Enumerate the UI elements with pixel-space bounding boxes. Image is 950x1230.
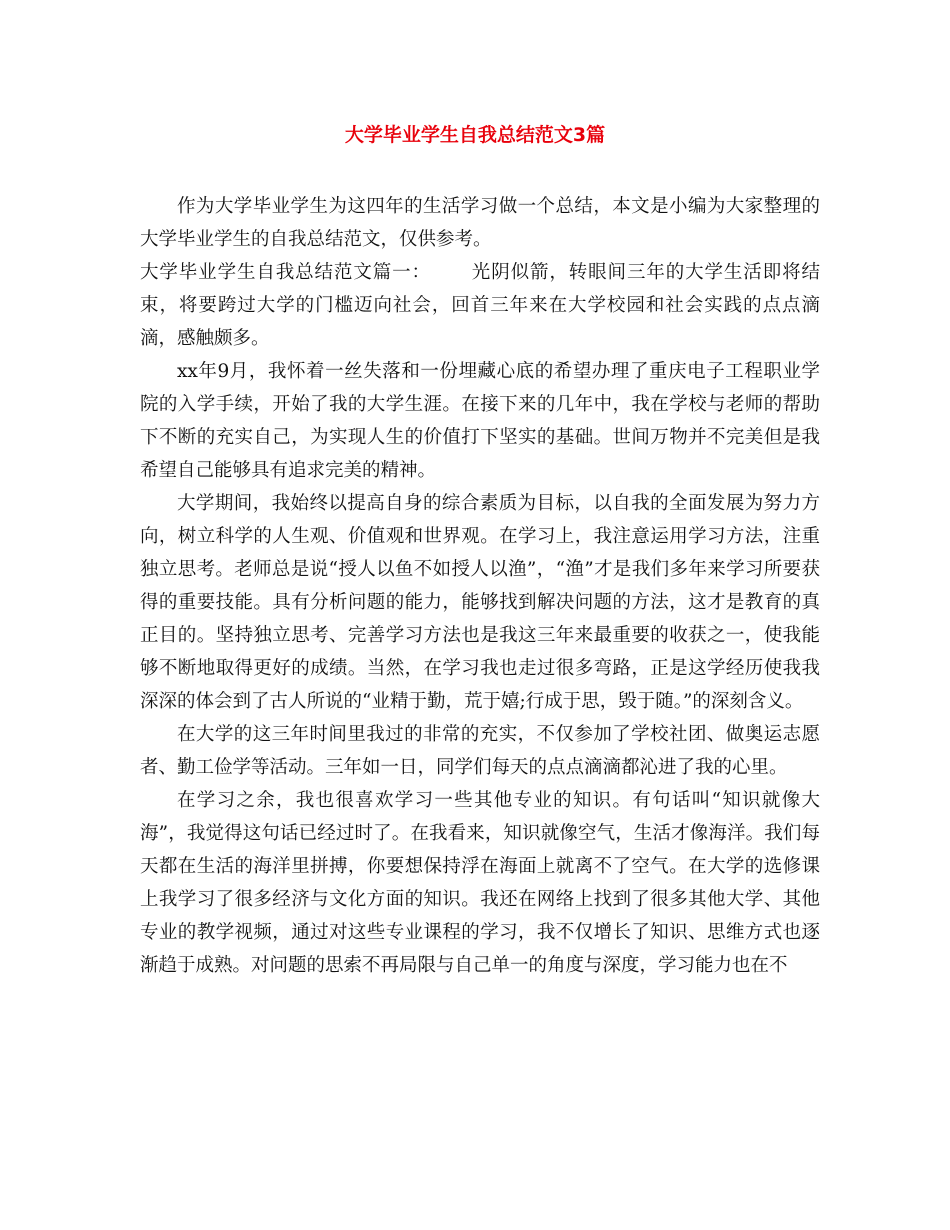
- body-paragraph-3: 在大学的这三年时间里我过的非常的充实，不仅参加了学校社团、做奥运志愿者、勤工俭学等活动。三年如一日，同学们每天的点点滴滴都沁进了我的心里。: [140, 724, 820, 778]
- body-paragraph-1: xx年9月，我怀着一丝失落和一份埋藏心底的希望办理了重庆电子工程职业学院的入学手续，开始了我的大学生涯。在接下来的几年中，我在学校与老师的帮助下不断的充实自己，为实现人生的价值打下坚实的基础。世间万物并不完美但是我希望自己能够具有追求完美的精神。: [140, 361, 820, 481]
- document-title: 大学毕业学生自我总结范文3篇: [344, 124, 606, 146]
- document-body: [140, 190, 820, 982]
- section-opening-text: 光阴似箭，转眼间三年的大学生活即将结束，将要跨过大学的门槛迈向社会，回首三年来在大学校园和社会实践的点点滴滴，感触颇多。: [140, 262, 820, 349]
- intro-paragraph: 作为大学毕业学生为这四年的生活学习做一个总结，本文是小编为大家整理的大学毕业学生的自我总结范文，仅供参考。: [140, 196, 820, 250]
- section-heading-line: [140, 256, 820, 355]
- body-paragraph-2: 大学期间，我始终以提高自身的综合素质为目标，以自我的全面发展为努力方向，树立科学的人生观、价值观和世界观。在学习上，我注意运用学习方法，注重独立思考。老师总是说“授人以鱼不如授人以渔”，“渔”才是我们多年来学习所要获得的重要技能。具有分析问题的能力，能够找到解决问题的方法，这才是教育的真正目的。坚持独立思考、完善学习方法也是我这三年来最重要的收获之一，使我能够不断地取得更好的成绩。当然，在学习我也走过很多弯路，正是这学经历使我我深深的体会到了古人所说的“业精于勤，荒于嬉;行成于思，毁于随。”的深刻含义。: [140, 493, 820, 712]
- section-heading: 大学毕业学生自我总结范文篇一：: [140, 262, 431, 283]
- body-paragraph-4: 在学习之余，我也很喜欢学习一些其他专业的知识。有句话叫“知识就像大海”，我觉得这句话已经过时了。在我看来，知识就像空气，生活才像海洋。我们每天都在生活的海洋里拼搏，你要想保持浮在海面上就离不了空气。在大学的选修课上我学习了很多经济与文化方面的知识。我还在网络上找到了很多其他大学、其他专业的教学视频，通过对这些专业课程的学习，我不仅增长了知识、思维方式也逐渐趋于成熟。对问题的思索不再局限与自己单一的角度与深度，学习能力也在不: [140, 790, 820, 976]
